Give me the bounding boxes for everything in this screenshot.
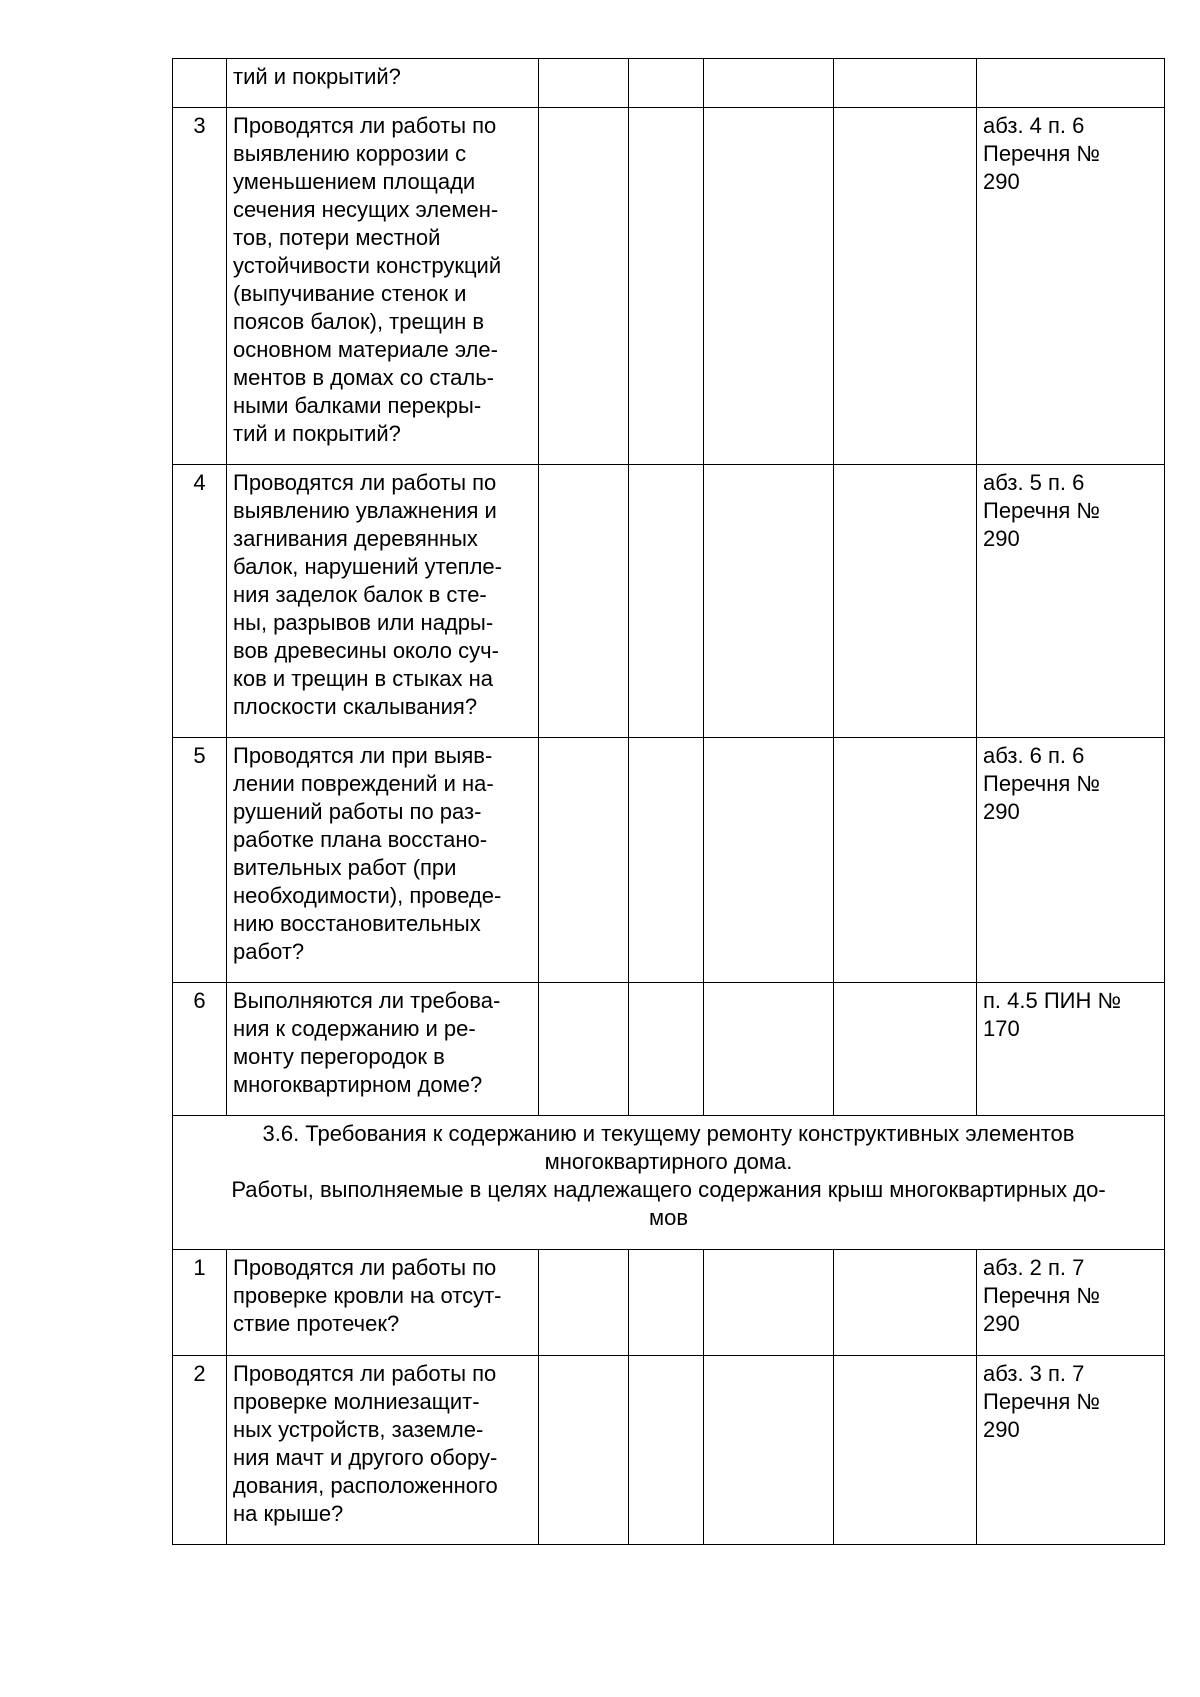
answer-cell-na (704, 1356, 834, 1545)
answer-cell-no (629, 1356, 704, 1545)
reference-text: абз. 6 п. 6 Перечня № 290 (977, 738, 1165, 983)
row-number: 2 (173, 1356, 227, 1545)
answer-cell-yes (539, 738, 629, 983)
answer-cell-na (704, 108, 834, 465)
comment-cell (834, 1356, 977, 1545)
table-row (173, 738, 1165, 983)
table-row (173, 1250, 1165, 1356)
answer-cell-no (629, 59, 704, 108)
table-row (173, 983, 1165, 1116)
comment-cell (834, 59, 977, 108)
answer-cell-no (629, 108, 704, 465)
answer-cell-yes (539, 59, 629, 108)
row-number: 5 (173, 738, 227, 983)
answer-cell-yes (539, 465, 629, 738)
table-row (173, 59, 1165, 108)
answer-cell-no (629, 983, 704, 1116)
row-number (173, 59, 227, 108)
reference-text: абз. 3 п. 7 Перечня № 290 (977, 1356, 1165, 1545)
answer-cell-no (629, 1250, 704, 1356)
comment-cell (834, 1250, 977, 1356)
reference-text: абз. 2 п. 7 Перечня № 290 (977, 1250, 1165, 1356)
answer-cell-na (704, 465, 834, 738)
row-number: 6 (173, 983, 227, 1116)
reference-text: абз. 4 п. 6 Перечня № 290 (977, 108, 1165, 465)
question-text: Проводятся ли при выяв- лении повреждений и на- рушений работы по раз- работке плана восстано- вительных работ (при необходимости), проведе- нию восстановительных работ? (227, 738, 539, 983)
section-subtitle-line: мов (648, 1205, 689, 1230)
section-title-line: многоквартирного дома. (544, 1149, 793, 1174)
comment-cell (834, 465, 977, 738)
answer-cell-na (704, 738, 834, 983)
section-heading (173, 1116, 1165, 1250)
question-text: Проводятся ли работы по выявлению увлажнения и загнивания деревянных балок, нарушений утепле- ния заделок балок в сте- ны, разрывов или надры- вов древесины около суч- ков и трещин в стыках на плоскости скалывания? (227, 465, 539, 738)
answer-cell-na (704, 59, 834, 108)
section-title-line: 3.6. Требования к содержанию и текущему ремонту конструктивных элементов (262, 1121, 1075, 1146)
comment-cell (834, 108, 977, 465)
section-subtitle-line: Работы, выполняемые в целях надлежащего содержания крыш многоквартирных до- (231, 1177, 1106, 1202)
table-row (173, 108, 1165, 465)
question-text: Проводятся ли работы по проверке молниезащит- ных устройств, заземле- ния мачт и другого обору- дования, расположенного на крыше? (227, 1356, 539, 1545)
section-header-row (173, 1116, 1165, 1250)
answer-cell-yes (539, 108, 629, 465)
answer-cell-yes (539, 1356, 629, 1545)
answer-cell-na (704, 1250, 834, 1356)
question-text: Проводятся ли работы по выявлению коррозии с уменьшением площади сечения несущих элемен- тов, потери местной устойчивости конструкций (выпучивание стенок и поясов балок), трещин в основном материале эле- ментов в домах со сталь- ными балками перекры- тий и покрытий? (227, 108, 539, 465)
question-text: Проводятся ли работы по проверке кровли на отсут- ствие протечек? (227, 1250, 539, 1356)
row-number: 1 (173, 1250, 227, 1356)
answer-cell-no (629, 738, 704, 983)
reference-text (977, 59, 1165, 108)
comment-cell (834, 983, 977, 1116)
answer-cell-yes (539, 1250, 629, 1356)
reference-text: абз. 5 п. 6 Перечня № 290 (977, 465, 1165, 738)
question-text: тий и покрытий? (227, 59, 539, 108)
reference-text: п. 4.5 ПИН № 170 (977, 983, 1165, 1116)
table-row (173, 1356, 1165, 1545)
comment-cell (834, 738, 977, 983)
row-number: 4 (173, 465, 227, 738)
answer-cell-no (629, 465, 704, 738)
checklist-table (172, 58, 1165, 1545)
answer-cell-yes (539, 983, 629, 1116)
answer-cell-na (704, 983, 834, 1116)
table-row (173, 465, 1165, 738)
row-number: 3 (173, 108, 227, 465)
question-text: Выполняются ли требова- ния к содержанию и ре- монту перегородок в многоквартирном доме? (227, 983, 539, 1116)
